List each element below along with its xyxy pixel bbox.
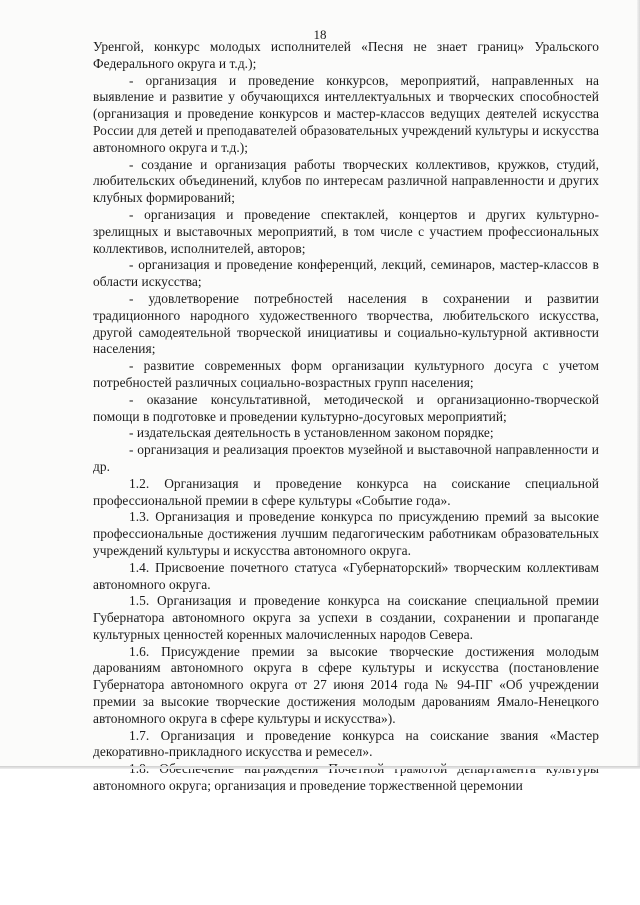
list-item-consulting: - оказание консультативной, методической и организационно-творческой помощи в подготовке и проведении культурно-досуговых мероприятий;	[93, 391, 599, 424]
list-item-conferences: - организация и проведение конференций, лекций, семинаров, мастер-классов в области искусства;	[93, 257, 599, 290]
paragraph-continuation: Уренгой, конкурс молодых исполнителей «Песня не знает границ» Уральского Федерального округа и т.д.);	[93, 39, 599, 71]
list-item-performances: - организация и проведение спектаклей, концертов и других культурно-зрелищных и выставочных мероприятий, в том числе с участием профессиональных коллективов, исполнителей, авторов;	[93, 206, 599, 256]
section-1-5: 1.5. Организация и проведение конкурса на соискание специальной премии Губернатора автономного округа за успехи в создании, сохранении и пропаганде культурных ценностей коренных малочисленных народов Севера.	[93, 593, 599, 642]
section-1-8: автономного округа; организация и проведение торжественной церемонии	[93, 778, 523, 794]
list-item-folk-art: - удовлетворение потребностей населения в сохранении и развитии традиционного народного художественного творчества, любительского искусства, другой самодеятельной творческой инициативы и социально-культурной активности населения;	[93, 290, 599, 357]
list-item-contests: - организация и проведение конкурсов, мероприятий, направленных на выявление и развитие у обучающихся интеллектуальных и творческих способностей (организация и проведение конкурсов и мастер-классов ведущих деятелей искусства России для детей и преподавателей образовательных учреждений культуры и искусства автономного округа и т.д.);	[93, 72, 599, 155]
section-1-2: 1.2. Организация и проведение конкурса на соискание специальной профессиональной премии в сфере культуры «Событие года».	[93, 475, 599, 508]
body-text	[93, 39, 599, 795]
list-item-creative-collectives: - создание и организация работы творческих коллективов, кружков, студий, любительских объединений, клубов по интересам различной направленности и других клубных формирований;	[93, 156, 599, 206]
list-item-museum-projects: - организация и реализация проектов музейной и выставочной направленности и др.	[93, 442, 599, 474]
section-1-7: 1.7. Организация и проведение конкурса на соискание звания «Мастер декоративно-прикладного искусства и ремесел».	[93, 727, 599, 760]
section-1-3: 1.3. Организация и проведение конкурса по присуждению премий за высокие профессиональные достижения лучшим педагогическим работникам образовательных учреждений культуры и искусства автономного округа.	[93, 509, 599, 558]
page-number: 18	[313, 27, 327, 42]
list-item-publishing: - издательская деятельность в установленном законом порядке;	[129, 425, 494, 441]
section-1-6: 1.6. Присуждение премии за высокие творческие достижения молодым дарованиям автономного округа в сфере культуры и искусства (постановление Губернатора автономного округа от 27 июня 2014 года № 94-ПГ «Об учреждении премии за высокие творческие достижения молодым дарованиям Ямало-Ненецкого автономного округа в сфере культуры и искусства»).	[93, 643, 599, 726]
page-bottom-edge	[0, 766, 640, 769]
section-1-4: 1.4. Присвоение почетного статуса «Губернаторский» творческим коллективам автономного округа.	[93, 559, 599, 592]
list-item-leisure: - развитие современных форм организации культурного досуга с учетом потребностей различных социально-возрастных групп населения;	[93, 358, 599, 390]
